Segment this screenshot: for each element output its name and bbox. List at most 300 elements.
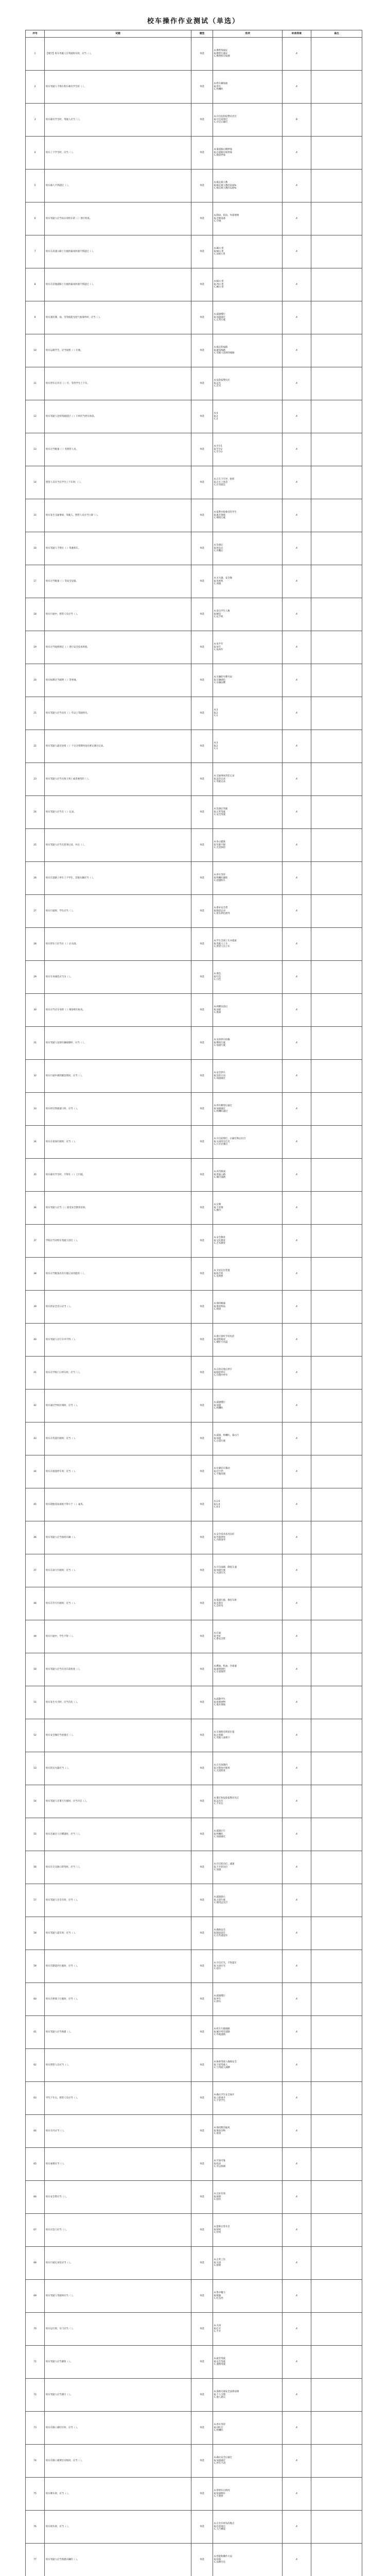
row-remark [311, 2247, 362, 2280]
option-text: B.继续行驶 [214, 1041, 225, 1044]
option-text: C.谨慎驾驶 [214, 2363, 226, 2366]
row-question: 校车在弯道行驶时，应当（ ）。 [45, 1422, 191, 1455]
option-text: C.车窗窗帘 [214, 1671, 226, 1674]
row-remark [311, 1686, 362, 1719]
table-row [26, 367, 362, 400]
row-number: 28 [26, 928, 45, 961]
row-number: 3 [26, 104, 45, 137]
row-remark [311, 400, 362, 433]
option-text: B.随意停车 [214, 1371, 225, 1374]
row-number: 19 [26, 631, 45, 664]
row-question: 校车标牌应当载明（ ）等事项。 [45, 664, 191, 697]
row-question: 校车通过学校区域时，应当（ ）。 [45, 1389, 191, 1422]
option-text: C.不开灯 [214, 1803, 223, 1806]
option-text: A.燃油、机油、冷却液 [214, 1665, 237, 1668]
row-number: 31 [26, 1027, 45, 1060]
row-type: 单选 [191, 1357, 213, 1389]
row-question: 校车在道路上停车上下学生，其他车辆应当（ ）。 [45, 862, 191, 895]
option-text: B.堆放杂物 [214, 2129, 225, 2132]
row-number: 13 [26, 433, 45, 466]
row-question: 校车行驶中，照管人员应当（ ）。 [45, 598, 191, 631]
table-row [26, 2544, 362, 2576]
row-type: 单选 [191, 2379, 213, 2412]
row-number: 67 [26, 2214, 45, 2247]
table-row [26, 1950, 362, 1983]
row-answer: A [283, 2082, 311, 2115]
option-text: A.开启灯光、不得超车 [214, 1962, 237, 1965]
option-text: B.占道行驶 [214, 1899, 225, 1902]
option-text: A.灭火器、安全锤 [214, 577, 233, 580]
table-row [26, 2247, 362, 2280]
row-question: 校车驾驶人超车时，应当（ ）。 [45, 1917, 191, 1950]
row-options [213, 1093, 283, 1126]
row-question: 校车驾驶人应当无致人死亡或者重伤的（ ）。 [45, 763, 191, 796]
row-remark [311, 1719, 362, 1752]
row-type: 单选 [191, 2082, 213, 2115]
option-text: A.打闹 [214, 1632, 221, 1635]
row-type: 单选 [191, 1983, 213, 2016]
row-type: 单选 [191, 2148, 213, 2181]
option-text: B.携带行驶证 [214, 52, 228, 55]
row-number: 48 [26, 1587, 45, 1620]
option-text: C.80公里 [214, 286, 224, 289]
option-text: C.占道行驶 [214, 1440, 226, 1443]
row-remark [311, 1060, 362, 1093]
option-text: A.携带驾驶证 [214, 49, 228, 53]
row-options [213, 2313, 283, 2346]
row-question: 校车驾驶人发现车辆故障时，应当（ ）。 [45, 1027, 191, 1060]
table-row [26, 1027, 362, 1060]
row-answer: A [283, 730, 311, 763]
row-answer: A [283, 137, 311, 170]
row-question: 校车驾驶人在会车时，应当（ ）。 [45, 1884, 191, 1917]
option-text: B.加速行驶 [214, 1569, 225, 1572]
option-text: A.4 [214, 412, 218, 415]
row-number: 17 [26, 565, 45, 598]
row-answer: A [283, 1258, 311, 1291]
row-remark [311, 2445, 362, 2478]
row-question: 校车运行时，车门应当（ ）。 [45, 2313, 191, 2346]
option-text: C.继续行驶 [214, 517, 226, 520]
table-row [26, 631, 362, 664]
table-row [26, 334, 362, 367]
row-options [213, 1389, 283, 1422]
row-number: 64 [26, 2115, 45, 2148]
row-number: 66 [26, 2181, 45, 2214]
option-text: B.快速倒车 [214, 2492, 225, 2495]
row-remark [311, 631, 362, 664]
table-row [26, 1554, 362, 1587]
row-type: 单选 [191, 1324, 213, 1357]
row-options [213, 202, 283, 235]
row-question: 校车遇有雾、雨、雪等低能见度气象条件时，应当（ ）。 [45, 301, 191, 334]
row-number: 75 [26, 2478, 45, 2511]
option-text: C.焊死 [214, 2231, 221, 2234]
row-options [213, 796, 283, 829]
row-type: 单选 [191, 1455, 213, 1488]
row-number: 24 [26, 796, 45, 829]
row-remark [311, 928, 362, 961]
option-text: A.保持畅通 [214, 1302, 225, 1306]
row-question: 校车安全带应当（ ）。 [45, 2181, 191, 2214]
row-question: 校车座椅应当（ ）。 [45, 2148, 191, 2181]
row-number: 38 [26, 1258, 45, 1291]
table-row [26, 1983, 362, 2016]
option-text: C.只开启雾灯 [214, 1143, 228, 1146]
option-text: A.车辆的号牌号码 [214, 676, 233, 679]
option-text: B.锁死 [214, 2228, 221, 2231]
row-question: 学校应当对校车驾驶人进行（ ）。 [45, 1225, 191, 1258]
row-question: 校车应当配备具有行驶记录功能的（ ）。 [45, 1258, 191, 1291]
page-title: 校车操作作业测试（单选） [147, 18, 240, 25]
row-type: 单选 [191, 301, 213, 334]
option-text: A.拨打接听手持电话 [214, 1335, 235, 1338]
row-answer: A [283, 1093, 311, 1126]
option-text: C.无需检查 [214, 1770, 226, 1773]
row-options [213, 2511, 283, 2544]
option-text: A.系好安全带 [214, 907, 228, 910]
row-options [213, 565, 283, 598]
row-remark [311, 2313, 362, 2346]
row-remark [311, 2280, 362, 2313]
row-options [213, 697, 283, 730]
header-options: 选项 [213, 30, 283, 38]
row-options [213, 2214, 283, 2247]
row-type: 单选 [191, 1587, 213, 1620]
row-answer: A [283, 1389, 311, 1422]
row-remark [311, 1455, 362, 1488]
table-row [26, 565, 362, 598]
row-number: 58 [26, 1917, 45, 1950]
option-text: A.卫星定位装置 [214, 1269, 230, 1273]
row-options [213, 532, 283, 565]
option-text: C.照管人员上车 [214, 945, 230, 948]
row-options [213, 1060, 283, 1093]
table-row [26, 1291, 362, 1324]
option-text: A.停车等待 [214, 2424, 225, 2427]
option-text: A.雾灯和危险报警闪光灯 [214, 1797, 239, 1800]
row-answer: B [283, 104, 311, 137]
row-question: 校车驾驶人不得在（ ）驾驶校车。 [45, 532, 191, 565]
row-question: 校车在高速公路上行驶的最高时速不得超过（ ）。 [45, 235, 191, 268]
row-remark [311, 1225, 362, 1258]
option-text: C.使用远光灯 [214, 1902, 228, 1905]
row-type: 单选 [191, 1950, 213, 1983]
option-text: A.交通事故责任记录 [214, 775, 235, 778]
row-options [213, 2247, 283, 2280]
option-text: B.松动 [214, 2162, 221, 2165]
option-text: A.保持整洁通风 [214, 2127, 230, 2130]
row-number: 35 [26, 1159, 45, 1192]
row-number: 46 [26, 1521, 45, 1554]
option-text: B.吸烟 [214, 2294, 221, 2297]
row-answer: A [283, 301, 311, 334]
row-remark [311, 2379, 362, 2412]
row-number: 65 [26, 2148, 45, 2181]
row-answer: A [283, 1950, 311, 1983]
row-type: 单选 [191, 170, 213, 202]
option-text: B.随意超车 [214, 1931, 225, 1935]
option-text: C.锁闭 [214, 1308, 221, 1311]
row-answer: A [283, 1719, 311, 1752]
row-answer: A [283, 334, 311, 367]
row-question: 校车驾驶人应当（ ）接受安全教育培训。 [45, 1192, 191, 1225]
table-row [26, 137, 362, 170]
table-row [26, 730, 362, 763]
option-text: B.加速通过 [214, 2459, 225, 2462]
row-answer: A [283, 829, 311, 862]
row-type: 单选 [191, 202, 213, 235]
option-text: C.系安全带 [214, 1638, 226, 1641]
row-question: 校车应当配备（ ）等安全设备。 [45, 565, 191, 598]
option-text: A.停车等待 [214, 874, 225, 877]
option-text: C.正常行驶 [214, 319, 226, 322]
row-options [213, 2280, 283, 2313]
option-text: A.制动、转向、外部照明 [214, 214, 239, 217]
row-type: 单选 [191, 38, 213, 71]
row-answer: A [283, 763, 311, 796]
option-text: A.停车瞭望后通过 [214, 1105, 233, 1108]
row-number: 32 [26, 1060, 45, 1093]
row-number: 27 [26, 895, 45, 928]
option-text: B.停车 [214, 1997, 221, 2001]
table-row [26, 1719, 362, 1752]
header-remark: 备注 [311, 30, 362, 38]
row-number: 42 [26, 1389, 45, 1422]
option-text: C.城市道路 [214, 1176, 226, 1179]
row-question: 校车应当在车身的（ ）喷涂校车标识。 [45, 994, 191, 1027]
option-text: C.空调 [214, 220, 221, 223]
option-text: A.靠道路右侧停靠 [214, 148, 233, 151]
row-answer: A [283, 961, 311, 994]
row-remark [311, 2478, 362, 2511]
row-options [213, 235, 283, 268]
row-question: 校车驾驶人在雾天行驶时，应当开启（ ）。 [45, 1785, 191, 1818]
table-row [26, 763, 362, 796]
option-text: A.开启雨刷、降低车速 [214, 1566, 237, 1569]
option-text: C.偶尔 [214, 1209, 221, 1212]
row-answer: A [283, 895, 311, 928]
header-answer: 标准答案 [283, 30, 311, 38]
row-answer: A [283, 2049, 311, 2082]
row-remark [311, 598, 362, 631]
row-type: 单选 [191, 1884, 213, 1917]
row-options [213, 499, 283, 532]
row-type: 单选 [191, 1719, 213, 1752]
row-options [213, 928, 283, 961]
row-remark [311, 1291, 362, 1324]
row-answer: A [283, 1587, 311, 1620]
row-remark [311, 2544, 362, 2576]
row-question: 校车驾驶人应当避免（ ）。 [45, 2346, 191, 2379]
option-text: A.能够正常开启 [214, 2226, 230, 2229]
row-number: 6 [26, 202, 45, 235]
row-answer: A [283, 1027, 311, 1060]
row-remark [311, 38, 362, 71]
row-type: 单选 [191, 994, 213, 1027]
row-remark [311, 1752, 362, 1785]
row-type: 单选 [191, 631, 213, 664]
row-answer: A [283, 2247, 311, 2280]
table-row [26, 2445, 362, 2478]
option-text: B.红色 [214, 975, 221, 978]
row-remark [311, 466, 362, 499]
option-text: A.核定的线路 [214, 346, 228, 349]
table-row [26, 1225, 362, 1258]
option-text: B.停车 [214, 85, 221, 88]
row-answer: A [283, 367, 311, 400]
row-answer: A [283, 1686, 311, 1719]
option-text: A.80公里 [214, 247, 224, 250]
option-text: B.加速通过 [214, 1107, 225, 1110]
table-row [26, 2148, 362, 2181]
option-text: A.60公里 [214, 280, 224, 283]
row-answer: A [283, 1620, 311, 1653]
row-question: 校车在隧道内行驶时，应当（ ）。 [45, 1950, 191, 1983]
row-question: 校车发生火灾时，应当首先（ ）。 [45, 1686, 191, 1719]
option-text: A.开启危险报警闪光灯 [214, 115, 237, 118]
option-text: A.饮酒后驾驶 [214, 808, 228, 811]
option-text: A.车窗附近明显位置 [214, 1731, 235, 1734]
row-number: 69 [26, 2280, 45, 2313]
option-text: A.冰雪路面 [214, 1171, 225, 1174]
row-options [213, 2478, 283, 2511]
row-question: 校车驾驶人不得在校车载有学生时（ ）。 [45, 71, 191, 104]
option-text: A.疏散学生 [214, 1698, 225, 1701]
option-text: B.2 [214, 711, 218, 715]
row-answer: A [283, 565, 311, 598]
option-text: C.无需体检 [214, 846, 226, 850]
option-text: C.人行横道 [214, 2528, 226, 2531]
table-row [26, 532, 362, 565]
row-options [213, 2181, 283, 2214]
row-number: 70 [26, 2313, 45, 2346]
row-number: 73 [26, 2412, 45, 2445]
row-number: 12 [26, 400, 45, 433]
option-text: B.急刹车 [214, 1602, 223, 1605]
row-answer: A [283, 1785, 311, 1818]
row-options [213, 1620, 283, 1653]
row-number: 15 [26, 499, 45, 532]
row-remark [311, 664, 362, 697]
row-question: 照管人员应当在学生上下车时，（ ）。 [45, 466, 191, 499]
option-text: B.1.0 [214, 1503, 220, 1506]
row-question: 校车安全锤应当放置在（ ）。 [45, 1719, 191, 1752]
row-remark [311, 565, 362, 598]
option-text: C.驾驶记录 [214, 781, 226, 784]
row-question: 校车驾驶人应当无（ ）记录。 [45, 796, 191, 829]
row-number: 29 [26, 961, 45, 994]
option-text: C.100公里 [214, 253, 225, 256]
table-row [26, 1752, 362, 1785]
table-row [26, 2016, 362, 2049]
option-text: C.掉头 [214, 2001, 221, 2004]
row-answer: A [283, 2181, 311, 2214]
row-type: 单选 [191, 1258, 213, 1291]
row-question: 校车驾驶人驾驶时应当（ ）。 [45, 2280, 191, 2313]
option-text: C.急转弯 [214, 1605, 223, 1608]
option-text: B.加速 [214, 1437, 221, 1440]
option-text: C.随意停靠 [214, 154, 226, 157]
row-type: 单选 [191, 1126, 213, 1159]
row-answer: A [283, 1488, 311, 1521]
row-options [213, 1258, 283, 1291]
row-options [213, 1455, 283, 1488]
option-text: C.1 [214, 748, 218, 751]
row-options [213, 1950, 283, 1983]
option-text: B.年龄不限 [214, 843, 225, 846]
row-type: 单选 [191, 1521, 213, 1554]
row-options [213, 1587, 283, 1620]
option-text: A.确认学生安全离开 [214, 2094, 235, 2097]
row-question: 校车的安全出口应当（ ）。 [45, 1291, 191, 1324]
row-question: 校车的车门应当在（ ）后关闭。 [45, 928, 191, 961]
row-answer: A [283, 1324, 311, 1357]
option-text: C.艺术教育 [214, 1242, 226, 1245]
row-remark [311, 1620, 362, 1653]
row-number: 71 [26, 2346, 45, 2379]
row-options [213, 2445, 283, 2478]
row-number: 11 [26, 367, 45, 400]
option-text: B.不需要 [214, 1206, 223, 1209]
row-question: 校车驾驶人应当每日对校车的（ ）进行检查。 [45, 202, 191, 235]
row-question: 校车在雪天行驶时，应当（ ）。 [45, 1587, 191, 1620]
row-answer: A [283, 2280, 311, 2313]
option-text: C.外地道路 [214, 2033, 226, 2037]
table-row [26, 2214, 362, 2247]
option-text: B.远光 [214, 382, 221, 385]
row-remark [311, 334, 362, 367]
row-type: 单选 [191, 268, 213, 301]
option-text: A.疲劳驾驶 [214, 2358, 225, 2361]
row-remark [311, 1488, 362, 1521]
row-number: 55 [26, 1818, 45, 1851]
option-text: C.握好方向盘 [214, 1341, 228, 1344]
option-text: C.品牌历史 [214, 2561, 226, 2564]
row-answer: A [283, 2214, 311, 2247]
row-number: 72 [26, 2379, 45, 2412]
table-row [26, 1686, 362, 1719]
row-number: 63 [26, 2082, 45, 2115]
row-type: 单选 [191, 1785, 213, 1818]
row-options [213, 1983, 283, 2016]
row-answer: A [283, 1060, 311, 1093]
option-text: B.随意走动 [214, 909, 225, 912]
row-answer: A [283, 433, 311, 466]
row-options [213, 2544, 283, 2576]
option-text: B.座椅颜色 [214, 1668, 225, 1671]
row-answer: A [283, 1455, 311, 1488]
row-number: 26 [26, 862, 45, 895]
option-text: B.音响设备 [214, 217, 225, 220]
row-type: 单选 [191, 2445, 213, 2478]
table-row [26, 2049, 362, 2082]
row-question: 校车停车后开启（ ）灯，等待学生上下车。 [45, 367, 191, 400]
row-question: 校车行驶时，学生应当（ ）。 [45, 895, 191, 928]
row-answer: A [283, 1225, 311, 1258]
row-answer: A [283, 2445, 311, 2478]
row-question: 校车在雨天行驶时，应当（ ）。 [45, 1554, 191, 1587]
row-remark [311, 1159, 362, 1192]
row-question: 校车轮胎花纹深度不得小于（ ）毫米。 [45, 1488, 191, 1521]
row-type: 单选 [191, 1686, 213, 1719]
row-number: 41 [26, 1357, 45, 1389]
row-question: 校车在交叉路口转弯时，应当（ ）。 [45, 1851, 191, 1884]
row-type: 单选 [191, 2412, 213, 2445]
row-type: 单选 [191, 928, 213, 961]
option-text: A.至少1 [214, 445, 222, 448]
row-answer: A [283, 235, 311, 268]
